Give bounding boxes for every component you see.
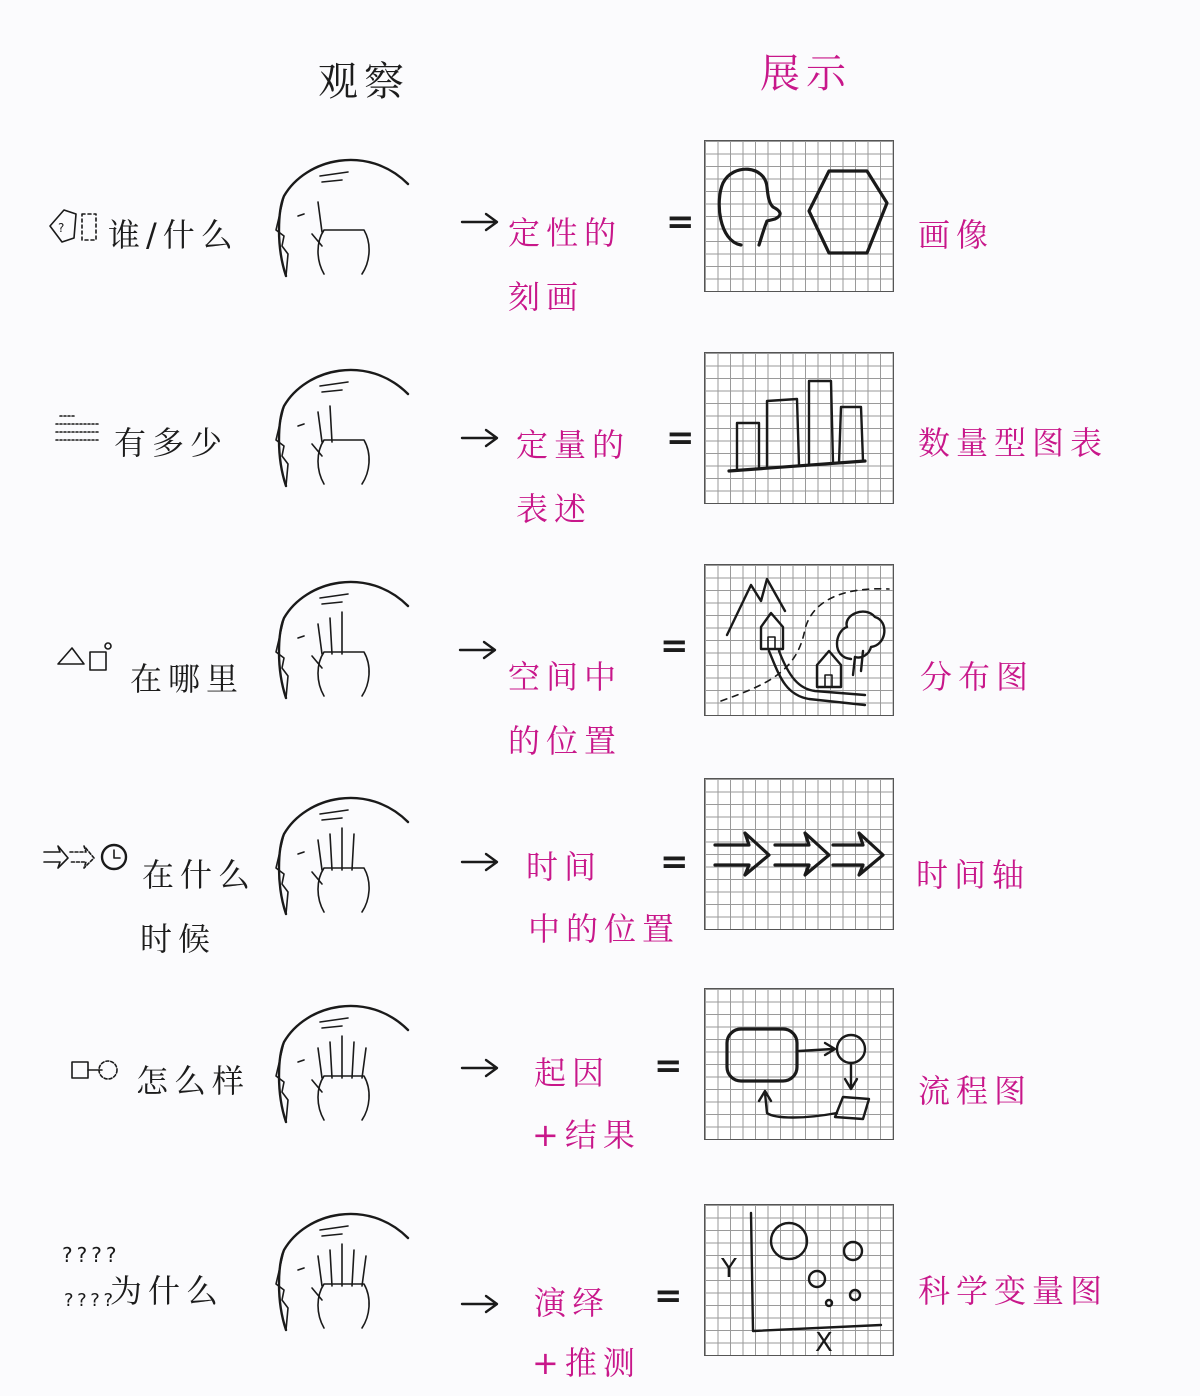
result-label: 画像 bbox=[918, 216, 995, 254]
why-marks: ? ? ? ? bbox=[64, 1290, 113, 1311]
question-label: 谁/什么 bbox=[108, 216, 239, 254]
result-label: 流程图 bbox=[918, 1072, 1033, 1110]
x-axis-label: X bbox=[815, 1328, 833, 1357]
concept-line-2: 刻画 bbox=[508, 278, 585, 316]
concept-line-1: 演绎 bbox=[534, 1284, 611, 1322]
question-label: 为什么 bbox=[110, 1272, 225, 1310]
concept-line-2: +结果 bbox=[532, 1116, 641, 1154]
equals-sign: = bbox=[660, 626, 689, 666]
question-label-line-2: 时候 bbox=[140, 920, 217, 958]
result-label: 科学变量图 bbox=[918, 1272, 1109, 1310]
concept-line-1: 定性的 bbox=[508, 214, 623, 252]
result-label: 数量型图表 bbox=[918, 424, 1109, 462]
when-icon bbox=[44, 845, 126, 869]
result-label: 时间轴 bbox=[916, 856, 1031, 894]
arrow-right-icon bbox=[460, 214, 497, 1312]
question-label-line-1: 在什么 bbox=[142, 856, 257, 894]
thinking-head-icon bbox=[276, 370, 408, 486]
equals-sign: = bbox=[666, 418, 695, 458]
who-what-icon bbox=[50, 210, 96, 242]
concept-line-1: 起因 bbox=[534, 1054, 611, 1092]
header-show: 展示 bbox=[760, 51, 852, 97]
equals-sign: = bbox=[654, 1046, 683, 1086]
how-icon bbox=[72, 1061, 117, 1079]
thinking-head-icon bbox=[276, 798, 408, 914]
concept-line-2: 的位置 bbox=[508, 722, 623, 760]
y-axis-label: Y bbox=[721, 1254, 737, 1284]
result-label: 分布图 bbox=[920, 658, 1035, 696]
concept-line-1: 时间 bbox=[526, 848, 603, 886]
concept-line-2: 表述 bbox=[516, 490, 593, 528]
equals-sign: = bbox=[654, 1276, 683, 1316]
equals-sign: = bbox=[666, 202, 695, 242]
header-observe: 观察 bbox=[318, 59, 410, 105]
why-marks: ? ? ? ? bbox=[62, 1243, 117, 1267]
concept-line-1: 定量的 bbox=[516, 426, 631, 464]
question-label: 有多少 bbox=[114, 424, 229, 462]
question-label: 在哪里 bbox=[130, 660, 245, 698]
thinking-head-icon bbox=[276, 1214, 408, 1330]
concept-line-1: 空间中 bbox=[508, 658, 623, 696]
concept-line-2: +推测 bbox=[532, 1344, 641, 1382]
question-label: 怎么样 bbox=[136, 1062, 251, 1100]
thinking-head-icon bbox=[276, 582, 408, 698]
equals-sign: = bbox=[660, 842, 689, 882]
svg-text:?: ? bbox=[58, 221, 65, 235]
why-icon bbox=[62, 1243, 116, 1311]
concept-line-2: 中的位置 bbox=[528, 910, 681, 948]
where-icon bbox=[58, 643, 111, 670]
how-many-icon bbox=[56, 416, 100, 440]
thinking-head-icon bbox=[276, 1006, 408, 1122]
thinking-head-icon bbox=[276, 160, 408, 276]
